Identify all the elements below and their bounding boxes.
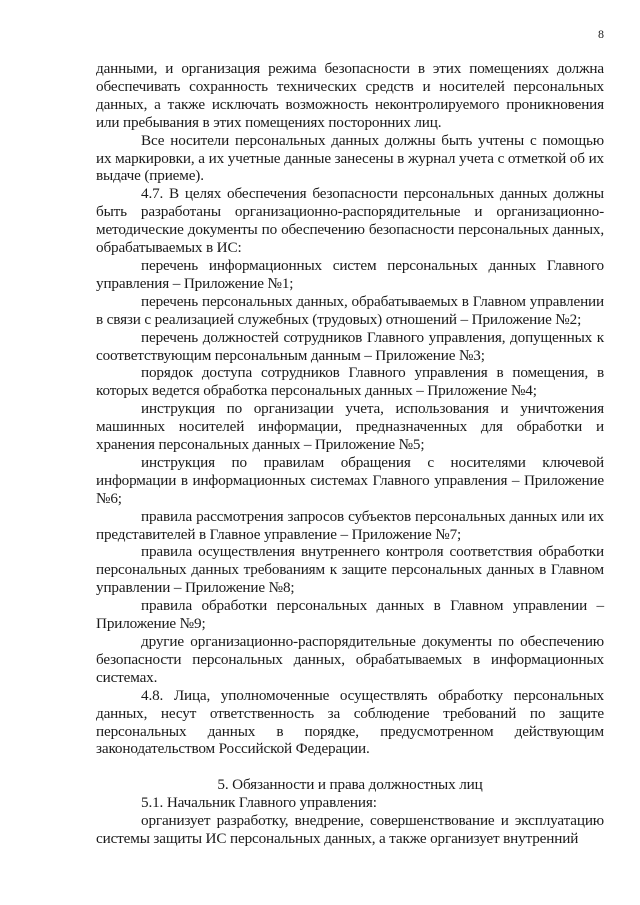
- list-item-appendix-6: инструкция по правилам обращения с носителями ключевой информации в информационных системах Главного управления – Приложение №6;: [96, 453, 604, 507]
- paragraph-continuation: данными, и организация режима безопасности в этих помещениях должна обеспечивать сохранность технических средств и носителей персональных данных, а также исключать возможность неконтролируемого проникновения или пребывания в этих помещениях посторонних лиц.: [96, 60, 604, 131]
- page-number: 8: [598, 27, 604, 41]
- list-item-appendix-8: правила осуществления внутреннего контроля соответствия обработки персональных данных требованиям к защите персональных данных в Главном управлении – Приложение №8;: [96, 543, 604, 597]
- list-item-appendix-1: перечень информационных систем персональных данных Главного управления – Приложение №1;: [96, 256, 604, 292]
- list-item-appendix-9: правила обработки персональных данных в Главном управлении – Приложение №9;: [96, 597, 604, 633]
- paragraph-head-duties: организует разработку, внедрение, совершенствование и эксплуатацию системы защиты ИС персональных данных, а также организует внутренний: [96, 812, 604, 847]
- list-item-appendix-2: перечень персональных данных, обрабатываемых в Главном управлении в связи с реализацией служебных (трудовых) отношений – Приложение №2;: [96, 292, 604, 328]
- section-heading: 5. Обязанности и права должностных лиц: [217, 776, 483, 794]
- paragraph-4-8: 4.8. Лица, уполномоченные осуществлять обработку персональных данных, несут ответственность за соблюдение требований по защите персональных данных в порядке, предусмотренном действующим законодательством Российской Федерации.: [96, 686, 604, 758]
- list-item-appendix-7: правила рассмотрения запросов субъектов персональных данных или их представителей в Главное управление – Приложение №7;: [96, 507, 604, 543]
- paragraph-4-7: 4.7. В целях обеспечения безопасности персональных данных должны быть разработаны организационно-распорядительные и организационно-методические документы по обеспечению безопасности персональных данных, обрабатываемых в ИС:: [96, 185, 604, 257]
- list-item-other-documents: другие организационно-распорядительные документы по обеспечению безопасности персональных данных, обрабатываемых в информационных системах.: [96, 633, 604, 686]
- paragraph-5-1: 5.1. Начальник Главного управления:: [141, 794, 377, 812]
- list-item-appendix-4: порядок доступа сотрудников Главного управления в помещения, в которых ведется обработка персональных данных – Приложение №4;: [96, 364, 604, 400]
- list-item-appendix-3: перечень должностей сотрудников Главного управления, допущенных к соответствующим персональным данным – Приложение №3;: [96, 328, 604, 364]
- paragraph-media-accounting: Все носители персональных данных должны быть учтены с помощью их маркировки, а их учетные данные занесены в журнал учета с отметкой об их выдаче (приеме).: [96, 131, 604, 185]
- document-body: [96, 60, 604, 848]
- list-item-appendix-5: инструкция по организации учета, использования и уничтожения машинных носителей информации, предназначенных для обработки и хранения персональных данных – Приложение №5;: [96, 400, 604, 454]
